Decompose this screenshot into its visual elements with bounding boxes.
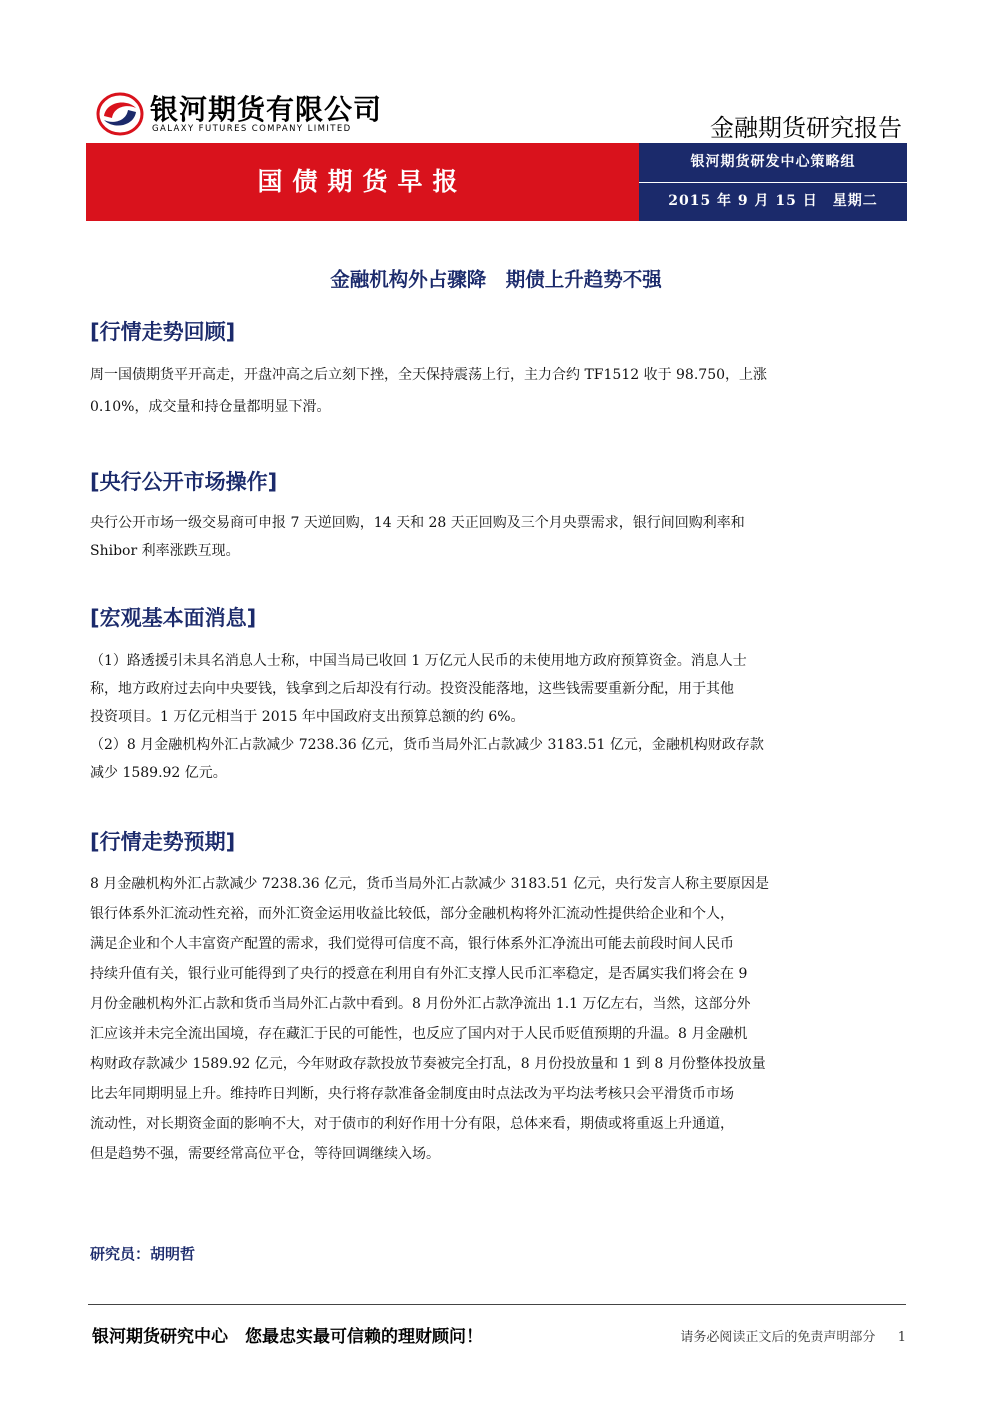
paragraph-line: 汇应该并未完全流出国境，存在藏汇于民的可能性，也反应了国内对于人民币贬值预期的升温。8 月金融机	[90, 1026, 748, 1042]
paragraph-line: （1）路透援引未具名消息人士称，中国当局已收回 1 万亿元人民币的未使用地方政府预算资金。消息人士	[90, 653, 747, 669]
section-heading: [央行公开市场操作]	[90, 470, 278, 494]
researcher-name: 研究员：胡明哲	[90, 1245, 196, 1263]
paragraph-line: 投资项目。1 万亿元相当于 2015 年中国政府支出预算总额的约 6%。	[90, 709, 525, 725]
paragraph-line: 构财政存款减少 1589.92 亿元，今年财政存款投放节奏被完全打乱，8 月份投放量和 1 到 8 月份整体投放量	[90, 1056, 766, 1072]
paragraph-line: （2）8 月金融机构外汇占款减少 7238.36 亿元，货币当局外汇占款减少 3183.51 亿元，金融机构财政存款	[90, 737, 764, 753]
report-name: 国债期货早报	[257, 167, 468, 196]
paragraph-line: 流动性，对长期资金面的影响不大，对于债市的利好作用十分有限，总体来看，期债或将重返上升通道，	[90, 1116, 734, 1132]
research-group: 银河期货研发中心策略组	[690, 154, 856, 170]
paragraph-line: 银行体系外汇流动性充裕，而外汇资金运用收益比较低，部分金融机构将外汇流动性提供给企业和个人，	[90, 906, 734, 922]
paragraph-line: 周一国债期货平开高走，开盘冲高之后立刻下挫，全天保持震荡上行，主力合约 TF1512 收于 98.750，上涨	[90, 367, 768, 383]
paragraph-line: 8 月金融机构外汇占款减少 7238.36 亿元，货币当局外汇占款减少 3183.51 亿元，央行发言人称主要原因是	[90, 876, 769, 892]
paragraph-line: 满足企业和个人丰富资产配置的需求，我们觉得可信度不高，银行体系外汇净流出可能去前段时间人民币	[90, 936, 734, 952]
paragraph-line: 持续升值有关，银行业可能得到了央行的授意在利用自有外汇支撑人民币汇率稳定，是否属实我们将会在 9	[90, 966, 748, 982]
paragraph-line: 减少 1589.92 亿元。	[90, 765, 227, 781]
paragraph-line: 但是趋势不强，需要经常高位平仓，等待回调继续入场。	[90, 1146, 440, 1162]
report-date: 2015 年 9 月 15 日 星期二	[668, 193, 878, 209]
paragraph-line: 称，地方政府过去向中央要钱，钱拿到之后却没有行动。投资没能落地，这些钱需要重新分配，用于其他	[90, 681, 734, 697]
section-heading: [宏观基本面消息]	[90, 606, 257, 630]
report-type: 金融期货研究报告	[710, 114, 902, 142]
paragraph-line: 月份金融机构外汇占款和货币当局外汇占款中看到。8 月份外汇占款净流出 1.1 万亿左右，当然，这部分外	[90, 996, 751, 1012]
paragraph-line: 比去年同期明显上升。维持昨日判断，央行将存款准备金制度由时点法改为平均法考核只会平滑货币市场	[90, 1086, 734, 1102]
disclaimer-text: 请务必阅读正文后的免责声明部分	[680, 1330, 876, 1345]
paragraph-line: 0.10%，成交量和持仓量都明显下滑。	[90, 399, 331, 415]
footer-disclaimer	[680, 1326, 906, 1345]
section-heading: [行情走势回顾]	[90, 320, 236, 344]
footer-divider	[88, 1304, 906, 1305]
company-logo	[96, 92, 144, 136]
company-name-en: GALAXY FUTURES COMPANY LIMITED	[152, 124, 352, 134]
paragraph-line: 央行公开市场一级交易商可申报 7 天逆回购，14 天和 28 天正回购及三个月央票需求，银行间回购利率和	[90, 515, 745, 531]
page-number: 1	[897, 1330, 906, 1345]
article-title: 金融机构外占骤降 期债上升趋势不强	[330, 268, 662, 291]
section-heading: [行情走势预期]	[90, 830, 236, 854]
footer-slogan: 银河期货研究中心 您最忠实最可信赖的理财顾问！	[92, 1327, 483, 1347]
paragraph-line: Shibor 利率涨跌互现。	[90, 543, 240, 559]
banner-divider	[639, 182, 907, 183]
company-name-cn: 银河期货有限公司	[150, 93, 383, 126]
